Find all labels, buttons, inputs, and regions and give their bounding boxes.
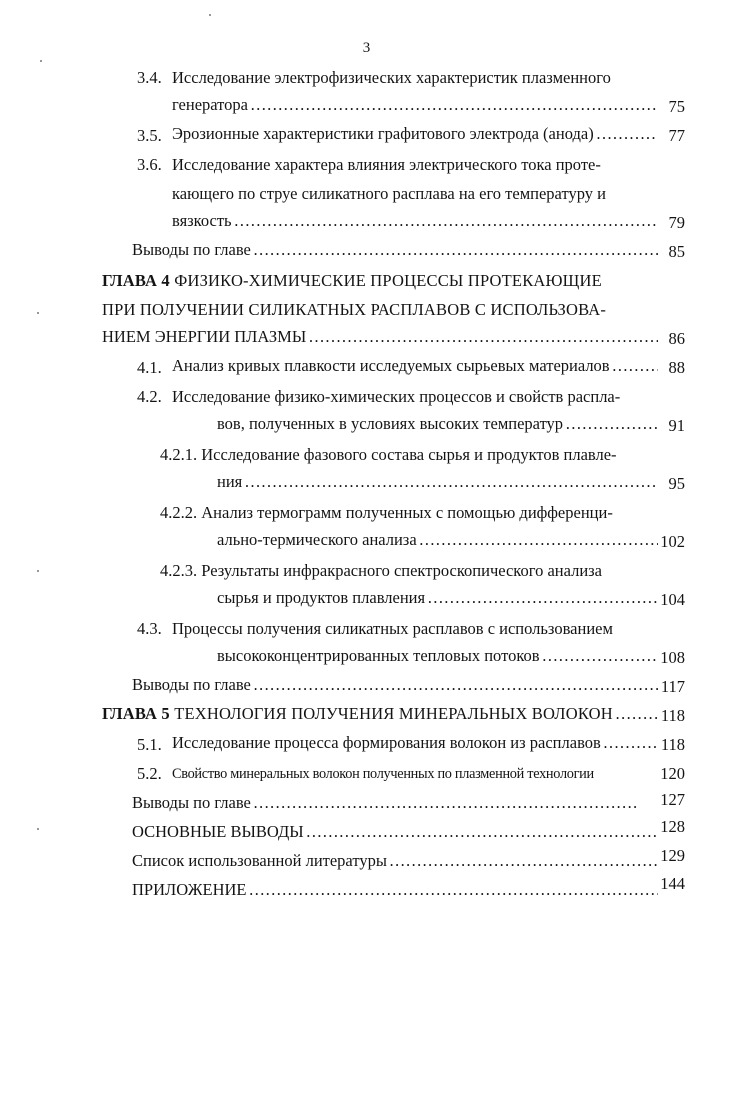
entry-title: Выводы по главе [132, 240, 251, 259]
page-ref: 79 [668, 213, 685, 232]
dot-leader [253, 675, 658, 695]
page-ref: 77 [668, 126, 685, 145]
page-ref: 118 [660, 735, 685, 754]
toc-entry-4-3-leader [217, 646, 660, 670]
toc-entry-3-6-leader [172, 211, 660, 235]
entry-title: Эрозионные характеристики графитового электрода (анода) [172, 124, 594, 143]
toc-entry-4-2-3-leader [217, 588, 660, 612]
page-ref: 128 [660, 817, 685, 836]
entry-title: Список использованной литературы [132, 851, 387, 870]
entry-title: Исследование физико-химических процессов и свойств распла- [172, 387, 621, 406]
entry-title: 4.2.1. Исследование фазового состава сырья и продуктов плавле- [160, 445, 617, 464]
chapter-label: ГЛАВА 5 [102, 704, 170, 723]
toc-entry-4-2-1-leader [217, 472, 660, 496]
dot-leader [244, 472, 658, 492]
toc-entry-main-conclusions [132, 822, 660, 846]
toc-chapter-4-leader [102, 327, 660, 351]
page-ref: 120 [660, 764, 685, 783]
toc-entry-chapter4-conclusions [132, 675, 660, 699]
section-number: 4.2. [137, 387, 162, 406]
section-number: 5.1. [137, 735, 162, 754]
section-number: 3.5. [137, 126, 162, 145]
scan-speck [37, 828, 39, 830]
dot-leader [248, 880, 658, 900]
chapter-title: НИЕМ ЭНЕРГИИ ПЛАЗМЫ [102, 327, 307, 346]
dot-leader [389, 851, 658, 871]
page-ref: 88 [668, 358, 685, 377]
page-ref: 102 [660, 532, 685, 551]
scan-speck [37, 312, 39, 314]
dot-leader [427, 588, 658, 608]
dot-leader [253, 793, 638, 813]
dot-leader [253, 240, 658, 260]
dot-leader [250, 95, 658, 115]
entry-title: вязкость [172, 211, 232, 230]
entry-title: Процессы получения силикатных расплавов с использованием [172, 619, 613, 638]
page-number: 3 [362, 40, 371, 56]
page-ref: 91 [668, 416, 685, 435]
entry-title: Выводы по главе [132, 793, 251, 812]
dot-leader [419, 530, 658, 550]
entry-title: Выводы по главе [132, 675, 251, 694]
section-number: 5.2. [137, 764, 162, 783]
scan-speck [37, 570, 39, 572]
entry-title: сырья и продуктов плавления [217, 588, 426, 607]
page-ref: 129 [660, 846, 685, 865]
section-number: 4.1. [137, 358, 162, 377]
chapter-title: ТЕХНОЛОГИЯ ПОЛУЧЕНИЯ МИНЕРАЛЬНЫХ ВОЛОКОН [169, 704, 613, 723]
chapter-title: ПРИ ПОЛУЧЕНИИ СИЛИКАТНЫХ РАСПЛАВОВ С ИСПОЛЬЗОВА- [102, 300, 607, 319]
toc-entry-3-4-leader [172, 95, 660, 119]
toc-chapter-5 [102, 704, 660, 728]
entry-title: вов, полученных в условиях высоких температур [217, 414, 564, 433]
page-ref: 104 [660, 590, 685, 609]
entry-title: Исследование характера влияния электрического тока проте- [172, 155, 601, 174]
page-ref: 117 [660, 677, 685, 696]
toc-entry-appendix [132, 880, 660, 904]
entry-title: высококонцентрированных тепловых потоков [217, 646, 540, 665]
page-ref: 85 [668, 242, 685, 261]
entry-title: Свойство минеральных волокон полученных по плазменной технологии [172, 766, 594, 782]
toc-entry-chapter3-conclusions [132, 240, 660, 264]
entry-title: Исследование электрофизических характеристик плазменного [172, 68, 611, 87]
entry-title: 4.2.3. Результаты инфракрасного спектроскопического анализа [160, 561, 602, 580]
entry-title: Исследование процесса формирования волокон из расплавов [172, 733, 601, 752]
entry-title: ния [217, 472, 243, 491]
toc-entry-4-2-leader [217, 414, 660, 438]
toc-chapter-4 [102, 269, 602, 293]
entry-title: Анализ кривых плавкости исследуемых сырьевых материалов [172, 356, 610, 375]
chapter-label: ГЛАВА 4 [102, 271, 170, 290]
page-ref: 127 [660, 790, 685, 809]
section-number: 3.4. [137, 68, 162, 87]
dot-leader [308, 327, 658, 347]
section-number: 3.6. [137, 155, 162, 174]
dot-leader [234, 211, 658, 231]
page-ref: 118 [660, 706, 685, 725]
entry-title: ПРИЛОЖЕНИЕ [132, 880, 247, 899]
scan-speck [209, 14, 211, 16]
scan-speck [40, 60, 42, 62]
page-ref: 75 [668, 97, 685, 116]
toc-entry-3-5 [172, 124, 660, 148]
chapter-title: ФИЗИКО-ХИМИЧЕСКИЕ ПРОЦЕССЫ ПРОТЕКАЮЩИЕ [169, 271, 602, 290]
entry-title: ОСНОВНЫЕ ВЫВОДЫ [132, 822, 304, 841]
page-ref: 95 [668, 474, 685, 493]
section-number: 4.3. [137, 619, 162, 638]
entry-title: генератора [172, 95, 248, 114]
dot-leader [306, 822, 658, 842]
page-ref: 144 [660, 874, 685, 893]
page-ref: 86 [668, 329, 685, 348]
entry-title: кающего по струе силикатного расплава на его температуру и [172, 184, 606, 203]
toc-entry-5-1 [172, 733, 660, 757]
toc-entry-4-2-2-leader [217, 530, 660, 554]
toc-entry-chapter5-conclusions [132, 793, 640, 817]
toc-entry-4-1 [172, 356, 660, 380]
entry-title: ально-термического анализа [217, 530, 417, 549]
toc-entry-references [132, 851, 660, 875]
page-ref: 108 [660, 648, 685, 667]
entry-title: 4.2.2. Анализ термограмм полученных с помощью дифференци- [160, 503, 613, 522]
